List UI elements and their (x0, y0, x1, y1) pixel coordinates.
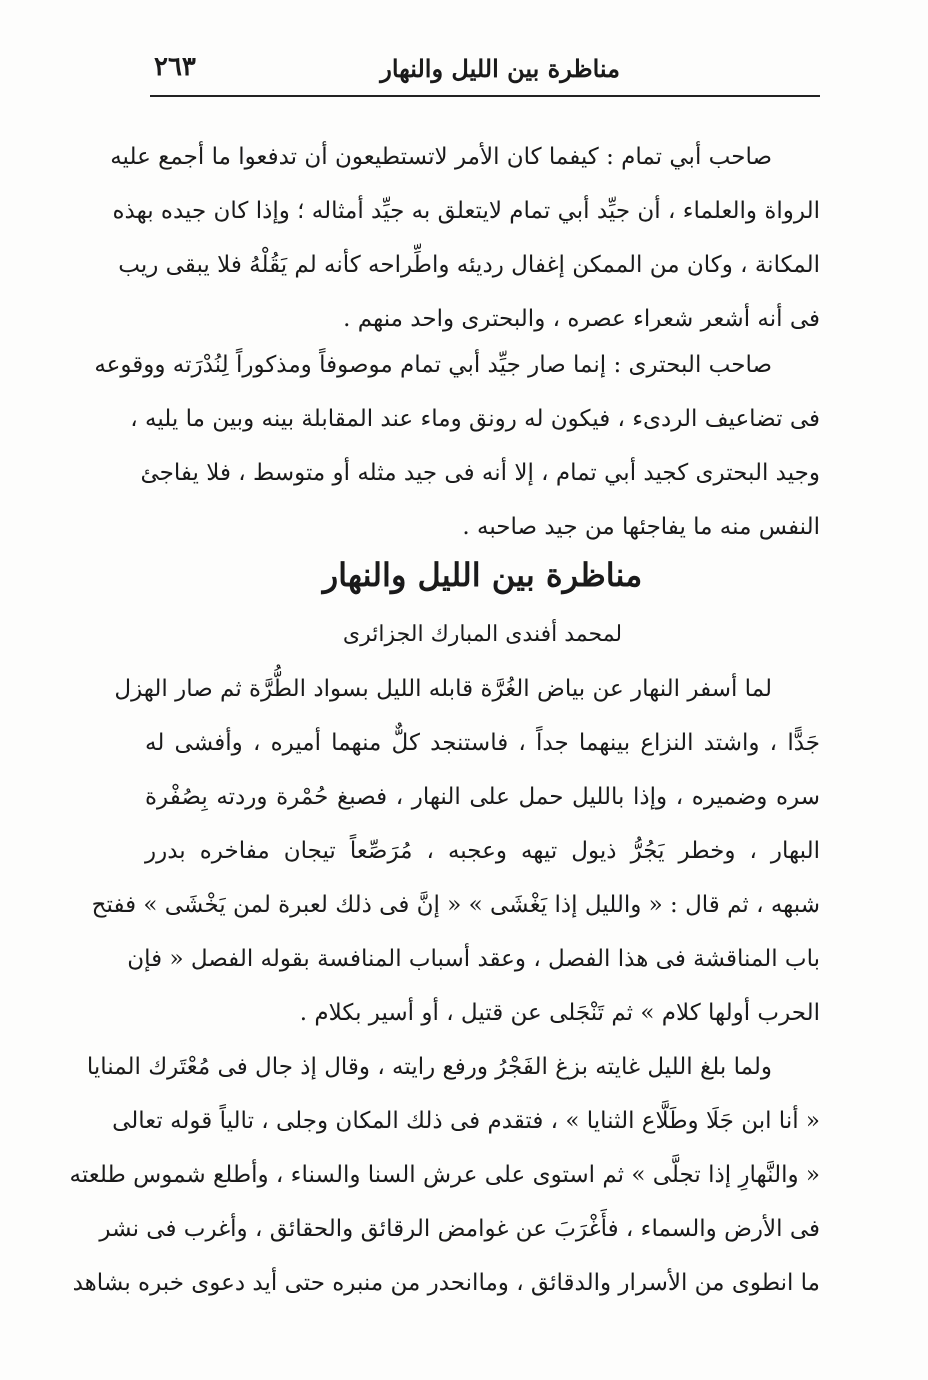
page-header (150, 44, 820, 92)
text-line: ما انطوى من الأسرار والدقائق ، وماانحدر من منبره حتى أيد دعوى خبره بشاهد (72, 1270, 820, 1296)
text-line: فى تضاعيف الردىء ، فيكون له رونق وماء عند المقابلة بينه وبين ما يليه ، (130, 406, 820, 432)
text-line: سره وضميره ، وإذا بالليل حمل على النهار ، فصبغ حُمْرة وردته بِصُفْرة (145, 784, 820, 810)
text-line: البهار ، وخطر يَجُرُّ ذيول تيهه وعجبه ، مُرَصِّعاً تيجان مفاخره بدرر (145, 838, 820, 864)
paragraph (94, 338, 820, 554)
text-line: النفس منه ما يفاجئها من جيد صاحبه . (462, 514, 820, 540)
page-number: ٢٦٣ (154, 52, 196, 82)
paragraph (110, 130, 820, 346)
text-line: جَدًّا ، واشتد النزاع بينهما جداً ، فاستنجد كلٌّ منهما أميره ، وأفشى له (145, 730, 820, 756)
article-title: مناظرة بين الليل والنهار (322, 556, 643, 594)
text-line: صاحب البحترى : إنما صار جيِّد أبي تمام موصوفاً ومذكوراً لِنُدْرَته ووقوعه (94, 352, 772, 378)
text-line: لما أسفر النهار عن بياض الغُرَّة قابله الليل بسواد الطُّرَّة ثم صار الهزل (114, 676, 772, 702)
text-line: الحرب أولها كلام » ثم تَنْجَلى عن قتيل ، أو أسير بكلام . (299, 1000, 820, 1026)
text-line: باب المناقشة فى هذا الفصل ، وعقد أسباب المنافسة بقوله الفصل « فإن (127, 946, 820, 972)
header-rule (150, 95, 820, 97)
article-byline: لمحمد أفندى المبارك الجزائرى (342, 622, 623, 647)
text-line: ولما بلغ الليل غايته بزغ الفَجْرُ ورفع رايته ، وقال إذ جال فى مُعْتَرك المنايا (86, 1054, 772, 1080)
text-line: فى أنه أشعر شعراء عصره ، والبحترى واحد منهم . (343, 306, 820, 332)
running-title: مناظرة بين الليل والنهار (380, 54, 620, 83)
paragraph (91, 662, 820, 1040)
text-line: « أنا ابن جَلَا وطَلَّاع الثنايا » ، فتقدم فى ذلك المكان وجلى ، تالياً قوله تعالى (112, 1108, 820, 1134)
text-line: شبهه ، ثم قال : « والليل إذا يَغْشَى » « إنَّ فى ذلك لعبرة لمن يَخْشَى » ففتح (91, 892, 820, 918)
text-line: « والنَّهارِ إذا تجلَّى » ثم استوى على عرش السنا والسناء ، وأطلع شموس طلعته (69, 1162, 820, 1188)
paragraph (69, 1040, 820, 1310)
text-line: المكانة ، وكان من الممكن إغفال رديئه واطِّراحه كأنه لم يَقُلْهُ فلا يبقى ريب (118, 252, 820, 278)
text-line: وجيد البحترى كجيد أبي تمام ، إلا أنه فى جيد مثله أو متوسط ، فلا يفاجئ (140, 460, 820, 486)
text-line: صاحب أبي تمام : كيفما كان الأمر لاتستطيعون أن تدفعوا ما أجمع عليه (110, 144, 772, 170)
text-line: فى الأرض والسماء ، فأَغْرَبَ عن غوامض الرقائق والحقائق ، وأغرب فى نشر (99, 1216, 820, 1242)
text-line: الرواة والعلماء ، أن جيِّد أبي تمام لايتعلق به جيِّد أمثاله ؛ وإذا كان جيده بهذه (112, 198, 820, 224)
